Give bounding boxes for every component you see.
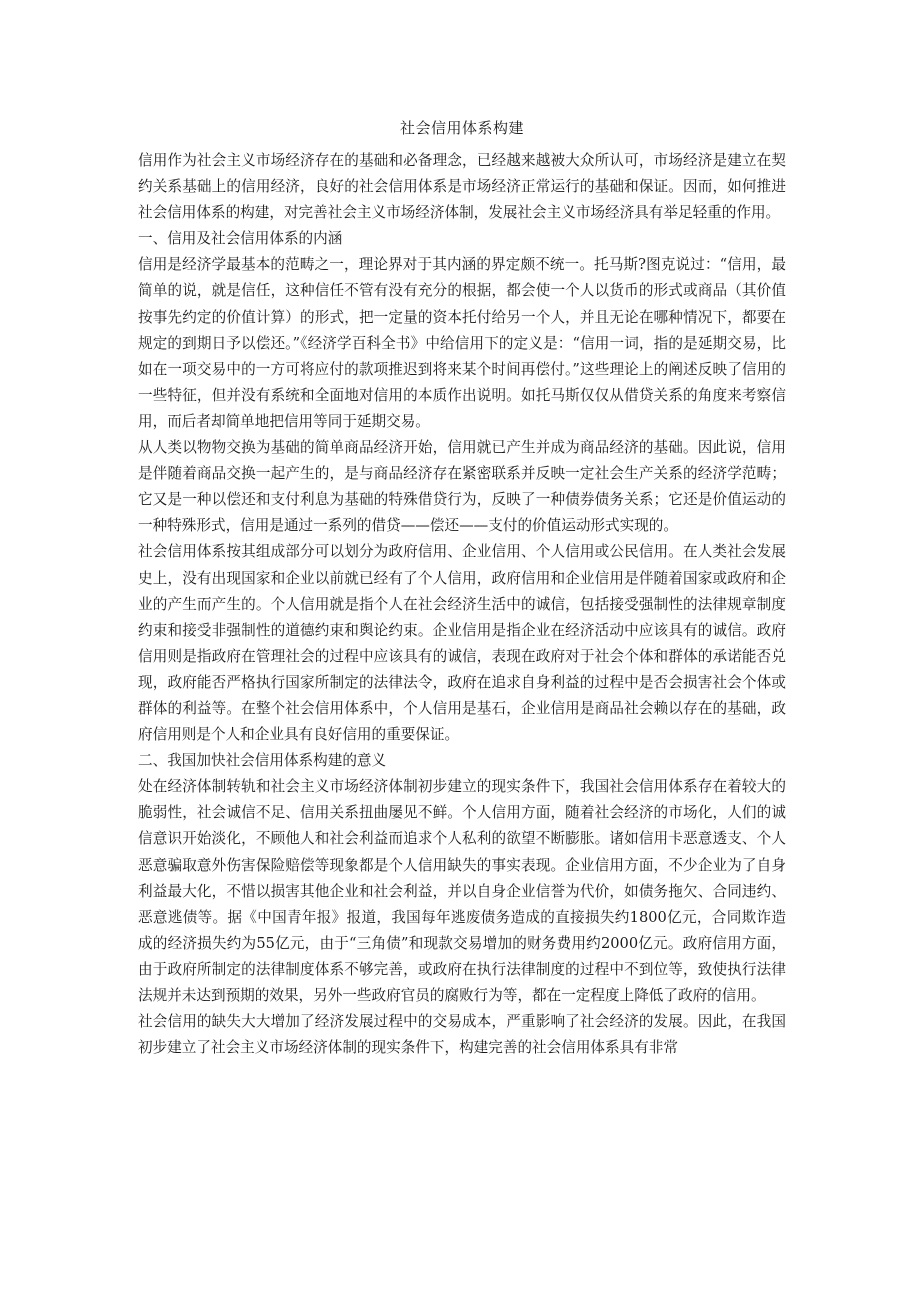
document-page	[138, 108, 786, 1061]
paragraph-credit-origin: 从人类以物物交换为基础的简单商品经济开始，信用就已产生并成为商品经济的基础。因此说，信用是伴随着商品交换一起产生的，是与商品经济存在紧密联系并反映一定社会生产关系的经济学范畴；它又是一种以偿还和支付利息为基础的特殊借贷行为，反映了一种债券债务关系；它还是价值运动的一种特殊形式，信用是通过一系列的借贷——偿还——支付的价值运动形式实现的。	[138, 439, 786, 535]
paragraph-credit-system-parts: 社会信用体系按其组成部分可以划分为政府信用、企业信用、个人信用或公民信用。在人类社会发展史上，没有出现国家和企业以前就已经有了个人信用，政府信用和企业信用是伴随着国家或政府和企业的产生而产生的。个人信用就是指个人在社会经济生活中的诚信，包括接受强制性的法律规章制度约束和接受非强制性的道德约束和舆论约束。企业信用是指企业在经济活动中应该具有的诚信。政府信用则是指政府在管理社会的过程中应该具有的诚信，表现在政府对于社会个体和群体的承诺能否兑现，政府能否严格执行国家所制定的法律法令，政府在追求自身利益的过程中是否会损害社会个体或群体的利益等。在整个社会信用体系中，个人信用是基石，企业信用是商品社会赖以存在的基础，政府信用则是个人和企业具有良好信用的重要保证。	[138, 543, 786, 744]
section-heading-1: 一、信用及社会信用体系的内涵	[138, 230, 343, 248]
paragraph-credit-definition: 信用是经济学最基本的范畴之一，理论界对于其内涵的界定颇不统一。托马斯?图克说过：“信用，最简单的说，就是信任，这种信任不管有没有充分的根据，都会使一个人以货币的形式或商品（其价值按事先约定的价值计算）的形式，把一定量的资本托付给另一个人，并且无论在哪种情况下，都要在规定的到期日予以偿还。”《经济学百科全书》中给信用下的定义是：“信用一词，指的是延期交易，比如在一项交易中的一方可将应付的款项推迟到将来某个时间再偿付。”这些理论上的阐述反映了信用的一些特征，但并没有系统和全面地对信用的本质作出说明。如托马斯仅仅从借贷关系的角度来考察信用，而后者却简单地把信用等同于延期交易。	[138, 256, 786, 430]
paragraph-credit-significance: 社会信用的缺失大大增加了经济发展过程中的交易成本，严重影响了社会经济的发展。因此，在我国初步建立了社会主义市场经济体制的现实条件下，构建完善的社会信用体系具有非常	[138, 1013, 786, 1057]
section-heading-2: 二、我国加快社会信用体系构建的意义	[138, 752, 387, 770]
document-title: 社会信用体系构建	[399, 119, 524, 137]
paragraph-intro: 信用作为社会主义市场经济存在的基础和必备理念，已经越来越被大众所认可，市场经济是建立在契约关系基础上的信用经济，良好的社会信用体系是市场经济正常运行的基础和保证。因而，如何推进社会信用体系的构建，对完善社会主义市场经济体制，发展社会主义市场经济具有举足轻重的作用。	[138, 152, 786, 222]
paragraph-credit-problems: 处在经济体制转轨和社会主义市场经济体制初步建立的现实条件下，我国社会信用体系存在着较大的脆弱性，社会诚信不足、信用关系扭曲屡见不鲜。个人信用方面，随着社会经济的市场化，人们的诚信意识开始淡化，不顾他人和社会利益而追求个人私利的欲望不断膨胀。诸如信用卡恶意透支、个人恶意骗取意外伤害保险赔偿等现象都是个人信用缺失的事实表现。企业信用方面，不少企业为了自身利益最大化，不惜以损害其他企业和社会利益，并以自身企业信誉为代价，如债务拖欠、合同违约、恶意逃债等。据《中国青年报》报道，我国每年逃废债务造成的直接损失约1800亿元，合同欺诈造成的经济损失约为55亿元，由于“三角债”和现款交易增加的财务费用约2000亿元。政府信用方面，由于政府所制定的法律制度体系不够完善，或政府在执行法律制度的过程中不到位等，致使执行法律法规并未达到预期的效果，另外一些政府官员的腐败行为等，都在一定程度上降低了政府的信用。	[138, 778, 786, 1004]
